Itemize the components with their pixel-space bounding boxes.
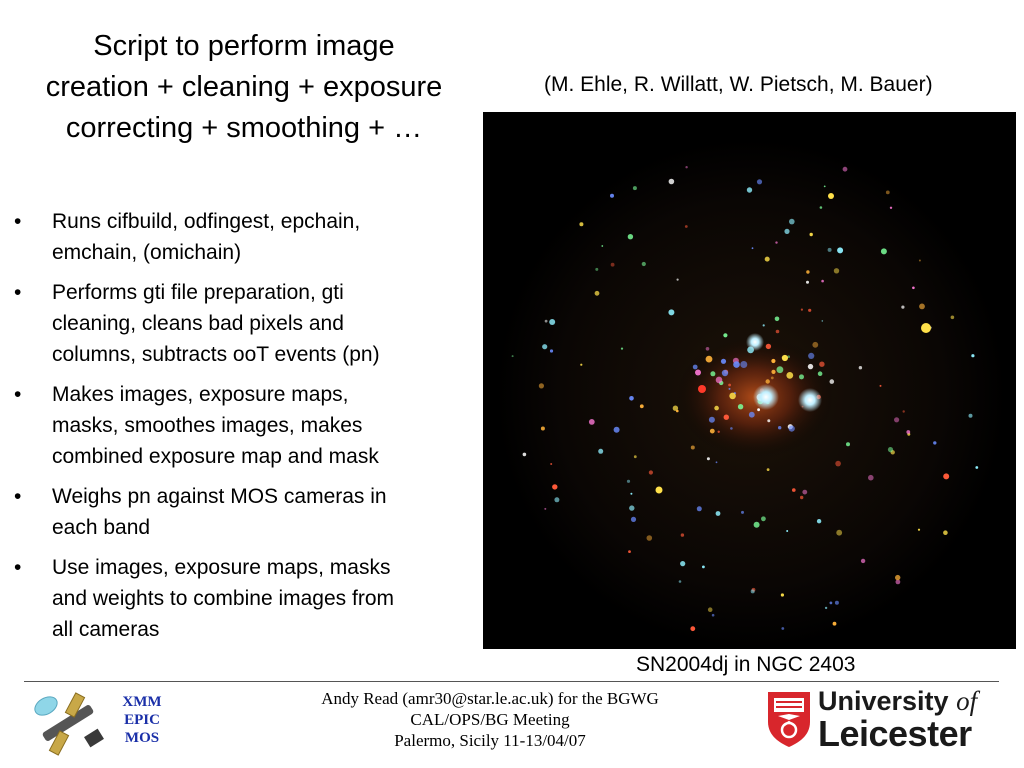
xray-source xyxy=(919,260,921,262)
xray-source xyxy=(806,270,809,273)
xray-source xyxy=(550,349,553,352)
title-line: creation + cleaning + exposure xyxy=(45,71,443,103)
bullet-item xyxy=(0,379,480,472)
xray-source xyxy=(778,426,781,429)
xray-source xyxy=(681,533,684,536)
university-city: Leicester xyxy=(818,713,972,754)
xray-source xyxy=(789,219,795,225)
xray-source xyxy=(812,342,818,348)
xray-source xyxy=(610,194,614,198)
bullet-item xyxy=(0,277,480,370)
xray-source xyxy=(777,366,784,373)
xray-source xyxy=(789,426,795,432)
xray-source xyxy=(775,317,780,322)
xray-source xyxy=(828,193,834,199)
xray-source xyxy=(906,430,910,434)
xray-source xyxy=(835,461,841,467)
xray-source xyxy=(894,417,899,422)
xray-source xyxy=(738,404,743,409)
xray-source xyxy=(716,461,718,463)
xray-source xyxy=(554,497,559,502)
xray-source xyxy=(589,419,595,425)
bullet-line: combined exposure map and mask xyxy=(52,445,379,468)
mission-line: XMM xyxy=(122,694,162,710)
xray-source xyxy=(751,589,755,593)
university-crest-icon xyxy=(766,690,812,748)
xray-source xyxy=(767,419,770,422)
xray-source xyxy=(843,167,848,172)
xray-source xyxy=(740,361,747,368)
xray-source xyxy=(640,404,644,408)
xray-source xyxy=(693,365,698,370)
xray-source xyxy=(621,348,623,350)
bullet-marker: • xyxy=(14,383,22,406)
xray-source xyxy=(775,241,777,243)
slide-title xyxy=(0,26,488,149)
university-name-line xyxy=(818,686,1008,716)
title-line: Script to perform image xyxy=(93,30,395,62)
xray-source xyxy=(721,359,726,364)
xray-source xyxy=(598,449,603,454)
xray-source xyxy=(752,247,754,249)
xray-source xyxy=(800,496,803,499)
xray-source xyxy=(767,468,770,471)
xray-source xyxy=(580,364,582,366)
xray-source xyxy=(825,607,827,609)
xray-source xyxy=(685,225,688,228)
footer-divider xyxy=(24,681,999,682)
xray-source xyxy=(614,427,620,433)
xray-source xyxy=(702,566,705,569)
xray-source xyxy=(880,385,882,387)
xray-source xyxy=(969,414,973,418)
xray-source xyxy=(709,417,715,423)
xray-source xyxy=(716,511,721,516)
xray-source xyxy=(818,371,823,376)
xray-source xyxy=(677,279,679,281)
bright-source xyxy=(753,384,779,410)
xray-source xyxy=(601,245,603,247)
footer-text xyxy=(270,688,710,751)
xray-source xyxy=(833,622,837,626)
xray-source xyxy=(668,309,674,315)
xray-source xyxy=(918,529,920,531)
xray-source xyxy=(799,374,804,379)
xray-source xyxy=(781,593,784,596)
xray-source xyxy=(685,166,687,168)
bullet-list xyxy=(0,206,480,654)
xray-source xyxy=(837,247,843,253)
xray-source xyxy=(933,441,936,444)
xray-source xyxy=(628,550,631,553)
bullet-marker: • xyxy=(14,485,22,508)
xray-source xyxy=(669,179,675,185)
xray-source xyxy=(861,559,865,563)
xray-source xyxy=(698,385,706,393)
xray-source xyxy=(792,488,796,492)
xray-source xyxy=(919,304,925,310)
xray-source xyxy=(680,561,685,566)
xray-source xyxy=(763,324,765,326)
xray-source xyxy=(757,179,762,184)
xray-source xyxy=(766,379,770,383)
bright-source xyxy=(798,388,822,412)
xray-source xyxy=(708,607,713,612)
xray-source xyxy=(544,508,546,510)
xray-source xyxy=(656,487,663,494)
xray-source xyxy=(723,333,727,337)
xray-source xyxy=(729,388,731,390)
xray-source xyxy=(754,522,760,528)
xray-source xyxy=(830,602,833,605)
xray-source xyxy=(729,393,736,400)
bullet-line: columns, subtracts ooT events (pn) xyxy=(52,343,380,366)
xray-source xyxy=(695,370,701,376)
bullet-line: and weights to combine images from xyxy=(52,587,394,610)
footer-line: CAL/OPS/BG Meeting xyxy=(410,710,570,729)
xray-source xyxy=(710,371,715,376)
xray-source xyxy=(888,447,893,452)
xray-source xyxy=(782,355,788,361)
mission-line: EPIC xyxy=(124,712,160,728)
xray-source xyxy=(786,372,793,379)
xray-source xyxy=(822,320,824,322)
bullet-line: Use images, exposure maps, masks xyxy=(52,556,391,579)
xray-source xyxy=(951,316,955,320)
xray-source xyxy=(881,248,887,254)
xray-source xyxy=(631,517,636,522)
xray-source xyxy=(943,530,948,535)
xray-source xyxy=(828,248,832,252)
bullet-line: Runs cifbuild, odfingest, epchain, xyxy=(52,210,361,233)
bullet-line: all cameras xyxy=(52,618,160,641)
title-line: correcting + smoothing + … xyxy=(65,112,423,144)
xray-source xyxy=(836,530,842,536)
xray-source xyxy=(706,347,710,351)
mission-line: MOS xyxy=(124,730,160,746)
bullet-line: Makes images, exposure maps, xyxy=(52,383,349,406)
xray-source xyxy=(749,412,755,418)
bullet-item xyxy=(0,481,480,543)
footer-line: Palermo, Sicily 11-13/04/07 xyxy=(394,731,586,750)
university-word: University xyxy=(818,686,957,716)
image-caption: SN2004dj in NGC 2403 xyxy=(636,653,856,676)
xray-source xyxy=(784,229,789,234)
xray-source xyxy=(771,370,775,374)
author-credits: (M. Ehle, R. Willatt, W. Pietsch, M. Bauer) xyxy=(544,73,933,96)
xray-source xyxy=(824,186,826,188)
xray-source xyxy=(730,427,733,430)
xray-source xyxy=(676,410,679,413)
xray-source xyxy=(629,396,634,401)
xray-source xyxy=(821,280,824,283)
xray-source xyxy=(541,427,545,431)
xray-source xyxy=(642,262,646,266)
xray-source xyxy=(830,379,835,384)
xray-source xyxy=(757,408,760,411)
xray-source xyxy=(901,306,904,309)
xray-source xyxy=(628,234,633,239)
xray-sky-graphic xyxy=(483,112,1016,649)
bullet-item xyxy=(0,206,480,268)
xray-source xyxy=(579,222,583,226)
bright-source xyxy=(746,333,764,351)
xray-source xyxy=(611,263,615,267)
xray-source xyxy=(776,330,780,334)
bullet-line: masks, smoothes images, makes xyxy=(52,414,363,437)
xray-source xyxy=(834,268,839,273)
xray-source xyxy=(550,463,552,465)
bullet-marker: • xyxy=(14,281,22,304)
xray-source xyxy=(634,455,637,458)
xray-source xyxy=(808,353,814,359)
xray-source xyxy=(552,484,557,489)
xray-source xyxy=(697,506,702,511)
xray-source xyxy=(766,344,771,349)
xray-source xyxy=(761,516,766,521)
bullet-line: Weighs pn against MOS cameras in xyxy=(52,485,387,508)
xray-source xyxy=(781,627,784,630)
xray-source xyxy=(679,580,682,583)
xray-source xyxy=(820,206,823,209)
bullet-item xyxy=(0,552,480,645)
bullet-line: Performs gti file preparation, gti xyxy=(52,281,344,304)
xray-source xyxy=(512,355,514,357)
xray-source xyxy=(649,470,653,474)
xmm-satellite-icon xyxy=(26,688,112,758)
xray-source xyxy=(817,519,821,523)
xray-source xyxy=(895,575,900,580)
xray-source xyxy=(786,530,788,532)
xray-source xyxy=(771,377,774,380)
xray-source xyxy=(808,309,811,312)
xray-source xyxy=(724,415,729,420)
xray-source xyxy=(706,356,713,363)
bullet-line: emchain, (omichain) xyxy=(52,241,242,264)
xray-source xyxy=(647,535,653,541)
xray-source xyxy=(545,320,548,323)
xray-source xyxy=(691,446,695,450)
xray-source xyxy=(633,186,637,190)
bullet-line: each band xyxy=(52,516,151,539)
xray-source xyxy=(595,268,598,271)
bullet-marker: • xyxy=(14,556,22,579)
bullet-line: cleaning, cleans bad pixels and xyxy=(52,312,344,335)
xray-source xyxy=(542,344,547,349)
xray-source xyxy=(690,626,695,631)
xray-source xyxy=(868,475,874,481)
xray-source xyxy=(710,429,715,434)
xray-source xyxy=(802,490,807,495)
xray-source xyxy=(808,364,813,369)
xray-source xyxy=(733,361,740,368)
xray-source xyxy=(912,287,915,290)
xray-source xyxy=(971,354,974,357)
xray-source xyxy=(728,384,731,387)
xray-source xyxy=(859,366,862,369)
bullet-marker: • xyxy=(14,210,22,233)
xray-source xyxy=(890,207,892,209)
xray-source xyxy=(629,505,634,510)
xray-source xyxy=(714,406,719,411)
xray-source xyxy=(921,323,931,333)
xray-source xyxy=(846,442,850,446)
xray-source xyxy=(801,309,803,311)
xray-source xyxy=(765,257,770,262)
xray-source xyxy=(707,457,710,460)
xray-source xyxy=(903,410,905,412)
xray-source xyxy=(630,493,632,495)
university-of: of xyxy=(956,686,978,716)
xray-source xyxy=(771,359,775,363)
mission-label xyxy=(114,693,170,747)
xray-source xyxy=(549,319,555,325)
xray-source xyxy=(806,281,809,284)
xray-source xyxy=(712,614,715,617)
footer-line: Andy Read (amr30@star.le.ac.uk) for the BGWG xyxy=(321,689,659,708)
xray-source xyxy=(943,473,949,479)
xray-source xyxy=(835,601,839,605)
xray-source xyxy=(819,362,824,367)
xray-source xyxy=(810,233,813,236)
xray-source xyxy=(747,187,752,192)
xray-image xyxy=(483,112,1016,649)
xray-source xyxy=(886,191,890,195)
xray-source xyxy=(523,453,527,457)
xray-source xyxy=(722,370,728,376)
university-logo xyxy=(818,686,1008,752)
xray-source xyxy=(975,466,978,469)
xray-source xyxy=(716,377,723,384)
xray-source xyxy=(539,383,544,388)
xray-source xyxy=(741,511,744,514)
xray-source xyxy=(595,291,600,296)
xray-source xyxy=(627,480,630,483)
xray-source xyxy=(718,431,720,433)
